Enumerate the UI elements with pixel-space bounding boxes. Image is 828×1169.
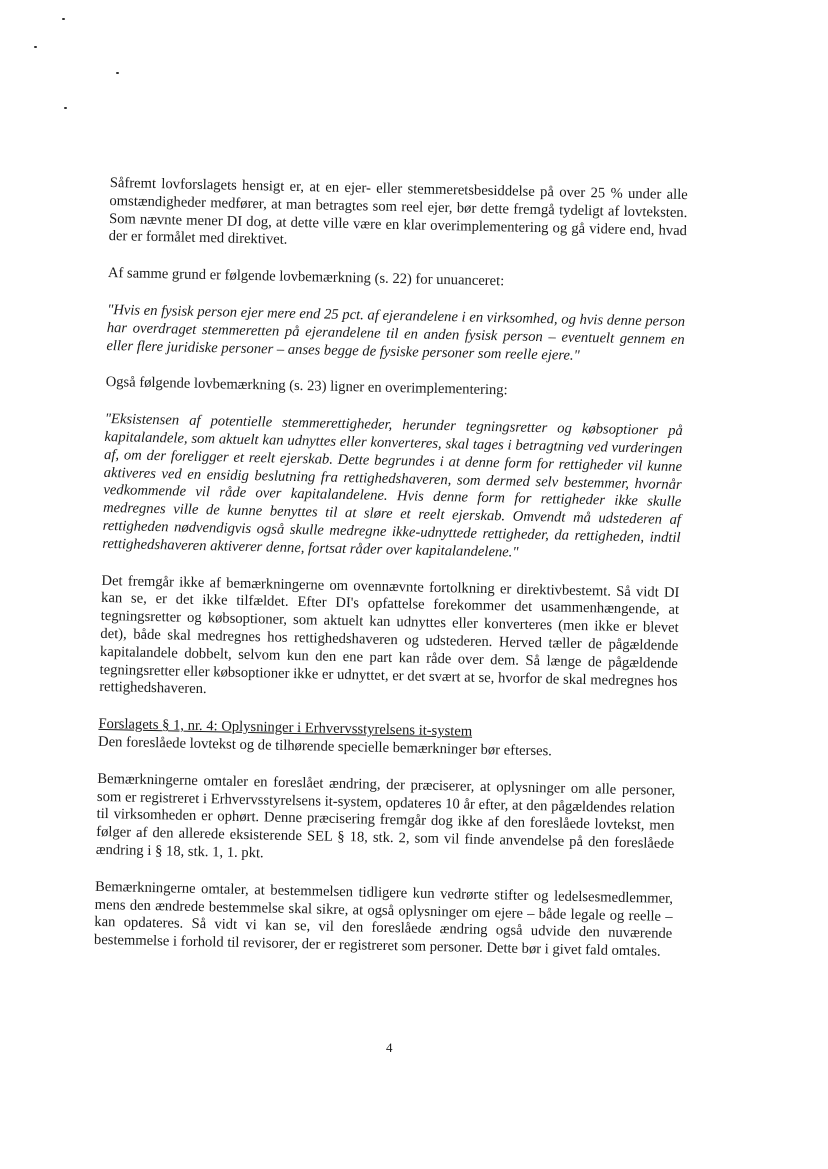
scan-speck bbox=[64, 107, 67, 109]
quote-remark-p23: "Eksistensen af potentielle stemmerettigheder, herunder tegningsretter og købsoptioner på kapitalandele, som aktuelt kan udnyttes eller konverteres, skal tages i betragtning ved vurderingen af, om der foreligger et reelt ejerskab. Dette begrundes i at denne form for rettigheder vil kunne aktiveres ved en ensidig beslutning fra rettighedshaveren, som dermed selv bestemmer, hvornår vedkommende vil råde over kapitalandelene. Hvis denne form for rettigheder ikke skulle medregnes ville de kunne benyttes til at sløre et reelt ejerskab. Omvendt må udstederen af rettigheden nødvendigvis også skulle medregne ikke-udnyttede rettigheder, da rettigheden, indtil rettighedshaveren aktiverer denne, fortsat råder over kapitalandelene." bbox=[102, 411, 683, 561]
paragraph-intro: Såfremt lovforslagets hensigt er, at en ejer- eller stemmeretsbesiddelse på over 25 % under alle omstændigheder medfører, at man betragtes som reel ejer, bør dette fremgå tydeligt af lovteksten. Som nævnte mener DI dog, at dette ville være en klar overimplementering og gå videre end, hvad der er formålet med direktivet. bbox=[108, 175, 688, 249]
page-number: 4 bbox=[386, 1040, 393, 1055]
section-block bbox=[98, 716, 677, 764]
section-heading: Forslagets § 1, nr. 4: Oplysninger i Erhvervsstyrelsens it-system bbox=[98, 716, 473, 740]
document-page bbox=[93, 175, 687, 981]
paragraph-remark-p23-lead: Også følgende lovbemærkning (s. 23) ligner en overimplementering: bbox=[105, 374, 508, 399]
scan-speck bbox=[116, 72, 119, 74]
section-paragraph-2: Bemærkningerne omtaler, at bestemmelsen tidligere kun vedrørte stifter og ledelsesmedlemmer, mens den ændrede bestemmelse skal sikre, at også oplysninger om ejere – både legale og reelle – kan opdateres. Så vidt vi kan se, vil den foreslåede ændring også udvide den nuværende bestemmelse i forhold til revisorer, der er registreret som personer. Dette bør i givet fald omtales. bbox=[93, 878, 674, 960]
section-intro: Den foreslåede lovtekst og de tilhørende specielle bemærkninger bør efterses. bbox=[97, 733, 553, 760]
quote-remark-p22: "Hvis en fysisk person ejer mere end 25 pct. af ejerandelene i en virksomhed, og hvis denne person har overdraget stemmeretten på ejerandelene til en anden fysisk person – eventuelt gennem en eller flere juridiske personer – anses begge de fysiske personer som reelle ejere." bbox=[106, 301, 686, 364]
paragraph-analysis: Det fremgår ikke af bemærkningerne om ovennævnte fortolkning er direktivbestemt. Så vidt DI kan se, er det ikke tilfældet. Efter DI's opfattelse forekommer det usammenhængende, at tegningsretter og købsoptioner, som aktuelt kan udnyttes eller konverteres (men ikke er blevet det), både skal medregnes hos rettighedshaveren og udstederen. Herved tæller de pågældende kapitalandele dobbelt, selvom kun den ene part kan råde over dem. Så længe de pågældende tegningsretter eller købsoptioner ikke er udnyttet, er det svært at se, hvorfor de skal medregnes hos rettighedshaveren. bbox=[99, 572, 680, 698]
scan-speck bbox=[62, 18, 65, 20]
section-paragraph-1: Bemærkningerne omtaler en foreslået ændring, der præciserer, at oplysninger om alle personer, som er registreret i Erhvervsstyrelsens it-system, opdateres 10 år efter, at den pågældendes relation til virksomheden er ophørt. Denne præcisering fremgår dog ikke af den foreslåede lovtekst, men følger af den allerede eksisterende SEL § 18, stk. 2, som vil finde anvendelse på den foreslåede ændring i § 18, stk. 1, 1. pkt. bbox=[95, 770, 676, 862]
paragraph-remark-p22-lead: Af samme grund er følgende lovbemærkning (s. 22) for unuanceret: bbox=[107, 265, 505, 290]
scan-speck bbox=[34, 46, 37, 48]
